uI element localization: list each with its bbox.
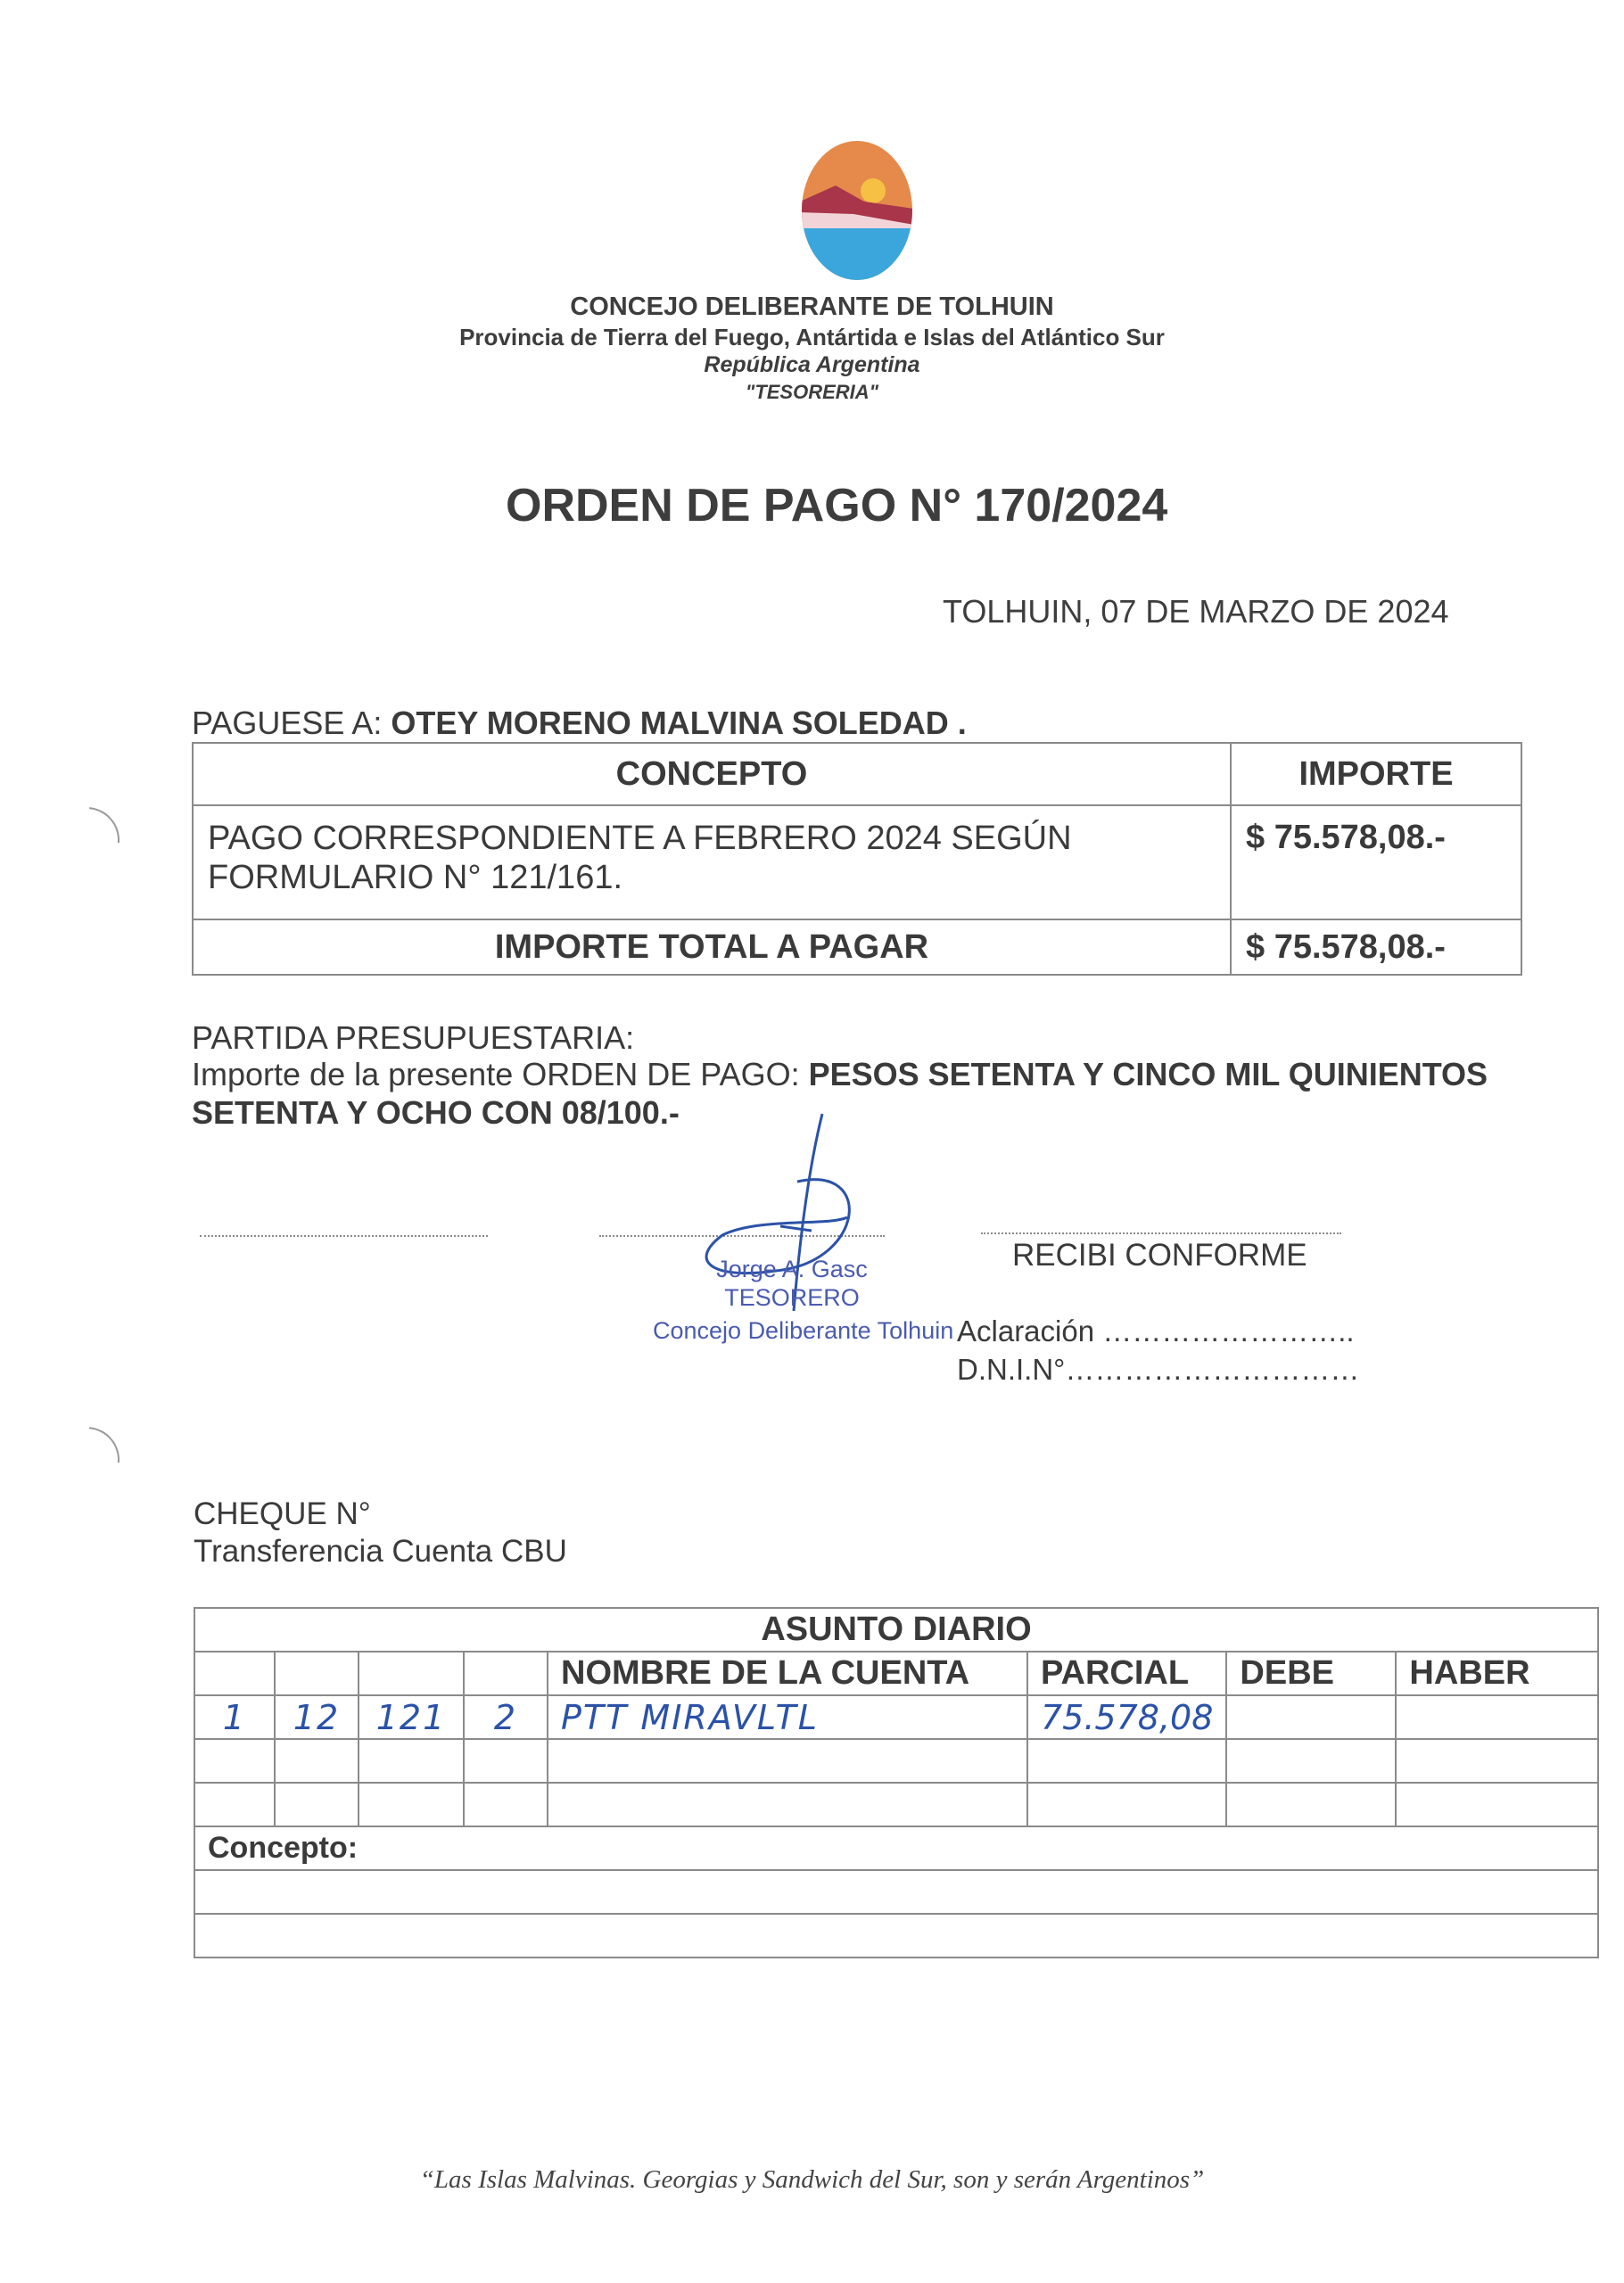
ledger-row (194, 1783, 1598, 1826)
stamp-org: Concejo Deliberante Tolhuin (653, 1317, 954, 1344)
ledger-header-row (194, 1652, 1598, 1695)
payee-line (192, 705, 967, 742)
ledger-row (194, 1739, 1598, 1783)
org-name: CONCEJO DELIBERANTE DE TOLHUIN (570, 293, 1054, 321)
document-title: ORDEN DE PAGO N° 170/2024 (506, 480, 1168, 532)
budget-amount-prefix: Importe de la presente ORDEN DE PAGO: (192, 1056, 809, 1092)
ledger-header-cell (359, 1652, 464, 1695)
ledger-header-parcial: PARCIAL (1027, 1652, 1226, 1695)
stamp-name: Jorge A. Gasc (716, 1256, 868, 1282)
ledger-header-debe: DEBE (1226, 1652, 1396, 1695)
ledger-cell: 1 (194, 1695, 275, 1739)
ledger-header-haber: HABER (1396, 1652, 1598, 1695)
ledger-table (194, 1607, 1599, 1958)
ledger-header-account: NOMBRE DE LA CUENTA (548, 1652, 1027, 1695)
budget-amount-words: PESOS SETENTA Y CINCO MIL QUINIENTOS SETENTA Y OCHO CON 08/100.- (192, 1056, 1488, 1131)
concept-header: CONCEPTO (193, 743, 1231, 805)
date-line: TOLHUIN, 07 DE MARZO DE 2024 (943, 593, 1449, 630)
ledger-cell-account: PTT MIRAVLTL (548, 1695, 1027, 1739)
footer-quote: “Las Islas Malvinas. Georgias y Sandwich del Sur, son y serán Argentinos” (419, 2165, 1205, 2194)
ledger-header-cell (194, 1652, 275, 1695)
signature-line-right (981, 1232, 1341, 1234)
punch-hole-bottom (40, 1413, 133, 1506)
ledger-concept-label: Concepto: (194, 1826, 1598, 1870)
budget-label: PARTIDA PRESUPUESTARIA: (192, 1019, 635, 1056)
receipt-title: RECIBI CONFORME (1012, 1238, 1307, 1273)
ledger-cell-debe (1226, 1695, 1396, 1739)
cheque-label: CHEQUE N° (194, 1496, 371, 1531)
ledger-cell: 12 (275, 1695, 359, 1739)
amount-cell: $ 75.578,08.- (1231, 805, 1521, 919)
amount-header: IMPORTE (1231, 743, 1521, 805)
stamp-role: TESORERO (724, 1284, 860, 1311)
receipt-dni: D.N.I.N°………………………… (957, 1353, 1360, 1386)
org-logo (800, 139, 914, 286)
total-label: IMPORTE TOTAL A PAGAR (193, 919, 1231, 975)
receipt-aclaracion: Aclaración …………………….. (957, 1315, 1355, 1348)
ledger-concept-line (194, 1870, 1598, 1914)
ledger-title: ASUNTO DIARIO (194, 1608, 1598, 1652)
org-country: República Argentina (704, 352, 920, 377)
ledger-cell: 121 (359, 1695, 464, 1739)
signature-line-left (200, 1235, 488, 1237)
payee-name: OTEY MORENO MALVINA SOLEDAD . (391, 705, 967, 741)
concept-cell: PAGO CORRESPONDIENTE A FEBRERO 2024 SEGÚN FORMULARIO N° 121/161. (193, 805, 1231, 919)
concept-table (192, 742, 1522, 976)
ledger-concept-line (194, 1914, 1598, 1957)
ledger-cell-haber (1396, 1695, 1598, 1739)
org-department: "TESORERIA" (745, 381, 879, 403)
org-province: Provincia de Tierra del Fuego, Antártida e Islas del Atlántico Sur (459, 324, 1165, 350)
ledger-header-cell (464, 1652, 548, 1695)
transfer-label: Transferencia Cuenta CBU (194, 1534, 567, 1569)
ledger-header-cell (275, 1652, 359, 1695)
total-amount: $ 75.578,08.- (1231, 919, 1521, 975)
ledger-cell-parcial: 75.578,08 (1027, 1695, 1226, 1739)
ledger-row (194, 1695, 1598, 1739)
ledger-cell: 2 (464, 1695, 548, 1739)
punch-hole-top (40, 794, 133, 886)
payee-label: PAGUESE A: (192, 705, 392, 741)
